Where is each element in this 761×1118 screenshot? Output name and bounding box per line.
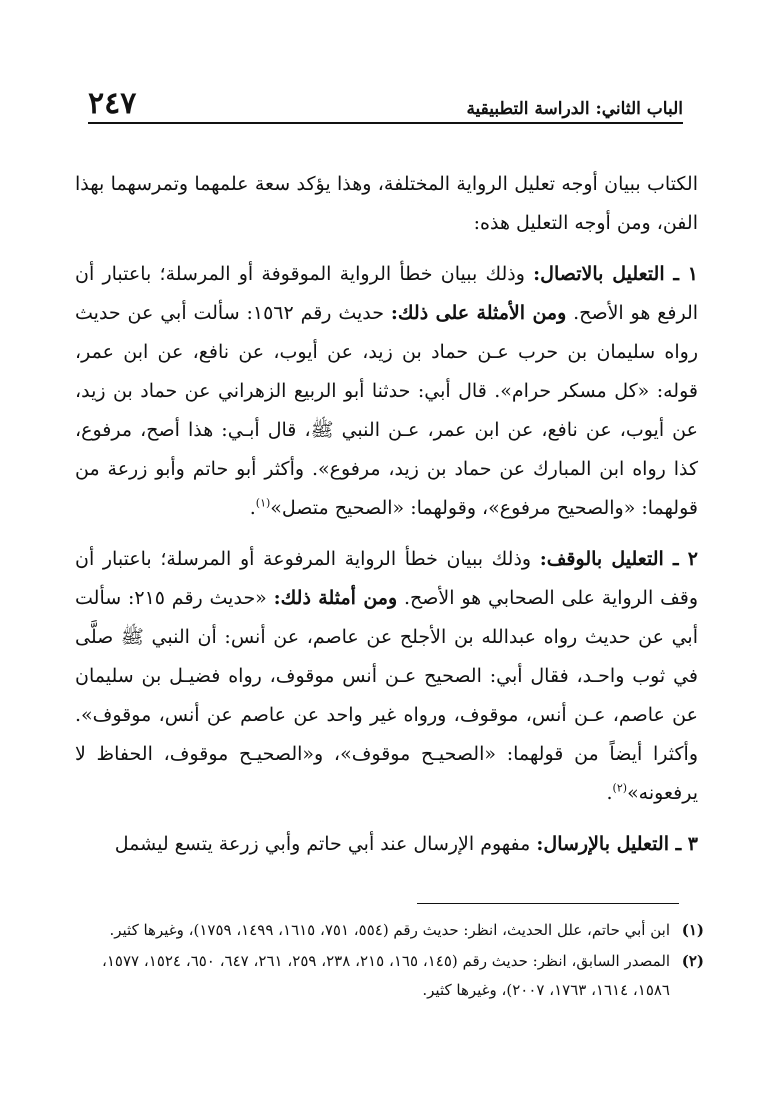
page-number: ٢٤٧ (88, 86, 137, 121)
paragraph-text: وذلك ببيان خطأ الرواية الموقوفة أو المرسلة؛ باعتبار أن الرفع هو الأصح. (75, 263, 699, 324)
footnote-number: (٢) (681, 952, 704, 970)
footnote-1 (102, 916, 704, 945)
paragraph-stopping (75, 540, 698, 813)
paragraph-text: مفهوم الإرسال عند أبي حاتم وأبي زرعة يتسع ليشمل (114, 833, 537, 855)
paragraph-text: «حديث رقم ٢١٥: سألت أبي عن حديث رواه عبدالله بن الأجلح عن عاصم، عن أنس: أن النبي ﷺ صلَّى في ثوب واحـد، فقال أبي: الصحيح عـن أنس موقوف، رواه فضيـل بن سليمان عن عاصم، عـن أنس، موقوف، ورواه غير واحد عن عاصم عن أنس، موقوف». وأكثرا أيضاً من قولهما: «الصحيـح موقوف»، و«الصحيـح موقوف، الحفاظ لا يرفعونه» (75, 587, 698, 804)
section-heading-continuity: ١ ـ التعليل بالاتصال: (533, 263, 699, 285)
paragraph-text: حديث رقم ١٥٦٢: سألت أبي عن حديث رواه سليمان بن حرب عـن حماد بن زيد، عن أيوب، عن نافع، عن ابن عمر، قوله: «كل مسكر حرام». قال أبي: حدثنا أبو الربيع الزهراني عن حماد بن زيد، عن أيوب، عن نافع، عن ابن عمر، عـن النبي ﷺ، قال أبـي: هذا أصح، مرفوع، كذا رواه ابن المبارك عن حماد بن زيد، مرفوع». وأكثر أبو حاتم وأبو زرعة من قولهما: «والصحيح مرفوع»، وقولهما: «الصحيح متصل» (75, 302, 698, 519)
footnote-ref-2[interactable]: (٢) (612, 781, 628, 795)
main-text (75, 165, 698, 864)
running-title: الباب الثاني: الدراسة التطبيقية (466, 99, 683, 119)
running-header (88, 84, 683, 124)
paragraph-mursal (75, 825, 698, 864)
sentence-end: . (249, 497, 256, 519)
footnote-2 (102, 947, 704, 1005)
section-heading-mursal: ٣ ـ التعليل بالإرسال: (536, 833, 698, 855)
examples-label: ومن أمثلة ذلك: (273, 587, 398, 609)
paragraph-continuity (75, 255, 698, 528)
footnote-text: ابن أبي حاتم، علل الحديث، انظر: حديث رقم (٥٥٤، ٧٥١، ١٦١٥، ١٤٩٩، ١٧٥٩)، وغيرها كثير. (109, 921, 670, 939)
section-heading-stopping: ٢ ـ التعليل بالوقف: (539, 548, 698, 570)
examples-label: ومن الأمثلة على ذلك: (390, 302, 567, 324)
footnote-number: (١) (681, 921, 704, 939)
paragraph-text: وذلك ببيان خطأ الرواية المرفوعة أو المرسلة؛ باعتبار أن وقف الرواية على الصحابي هو الأصح. (75, 548, 698, 609)
footnote-separator (417, 903, 679, 904)
sentence-end: . (606, 782, 613, 804)
footnote-text: المصدر السابق، انظر: حديث رقم (١٤٥، ١٦٥، ٢١٥، ٢٣٨، ٢٥٩، ٢٦١، ٦٤٧، ٦٥٠، ١٥٢٤، ١٥٧٧، ١٥٨٦، ١٦١٤، ١٧٦٣، ٢٠٠٧)، وغيرها كثير. (102, 952, 671, 999)
footnote-ref-1[interactable]: (١) (255, 496, 271, 510)
footnotes (102, 916, 704, 1007)
paragraph-intro: الكتاب ببيان أوجه تعليل الرواية المختلفة، وهذا يؤكد سعة علمهما وتمرسهما بهذا الفن، ومن أوجه التعليل هذه: (75, 173, 698, 234)
